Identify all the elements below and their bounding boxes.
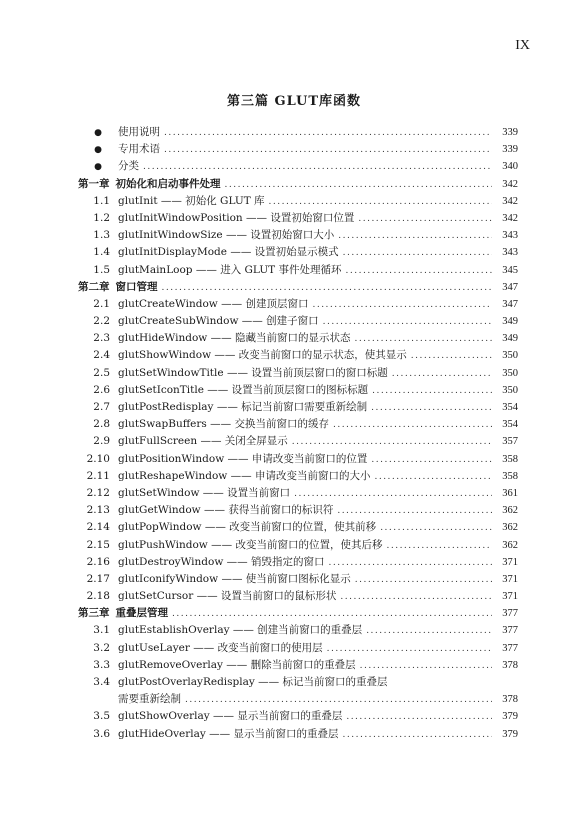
section-number: 2.3 bbox=[93, 332, 110, 345]
bullet-icon: ● bbox=[94, 145, 102, 156]
toc-entry bbox=[78, 691, 518, 708]
section-number: 2.18 bbox=[86, 590, 110, 603]
section-number: 2.6 bbox=[93, 383, 110, 396]
toc-entry-text: 分类 bbox=[118, 160, 139, 173]
chapter-title: 重叠层管理 bbox=[115, 607, 168, 620]
chapter-number: 第一章 bbox=[78, 177, 110, 190]
toc-entry-text: glutCreateSubWindow —— 创建子窗口 bbox=[118, 315, 319, 328]
page-ref: 340 bbox=[502, 161, 518, 173]
section-number: 2.4 bbox=[93, 349, 110, 362]
table-of-contents bbox=[78, 124, 518, 743]
section-number: 3.5 bbox=[93, 710, 110, 723]
leader-dots bbox=[371, 403, 492, 413]
page-ref: 342 bbox=[502, 212, 518, 224]
page-ref: 379 bbox=[502, 728, 518, 740]
leader-dots bbox=[323, 317, 492, 327]
toc-entry-text: glutEstablishOverlay —— 创建当前窗口的重叠层 bbox=[118, 624, 363, 637]
page-ref: 347 bbox=[502, 281, 518, 293]
section-number: 2.10 bbox=[86, 452, 110, 465]
toc-entry-text: glutHideWindow —— 隐藏当前窗口的显示状态 bbox=[118, 332, 351, 345]
toc-entry bbox=[78, 451, 518, 468]
leader-dots bbox=[164, 145, 492, 155]
toc-entry-text: glutSetIconTitle —— 设置当前顶层窗口的图标标题 bbox=[118, 383, 369, 396]
toc-entry-text: glutGetWindow —— 获得当前窗口的标识符 bbox=[118, 504, 334, 517]
section-number: 1.1 bbox=[93, 194, 110, 207]
leader-dots bbox=[346, 266, 492, 276]
toc-entry bbox=[78, 227, 518, 244]
page-ref: 350 bbox=[502, 384, 518, 396]
page-ref: 354 bbox=[502, 419, 518, 431]
toc-entry-text: glutReshapeWindow —— 申请改变当前窗口的大小 bbox=[118, 469, 371, 482]
section-number: 3.2 bbox=[93, 641, 110, 654]
toc-entry bbox=[78, 571, 518, 588]
page-ref: 361 bbox=[502, 487, 518, 499]
leader-dots bbox=[338, 231, 492, 241]
toc-entry-text: glutPositionWindow —— 申请改变当前窗口的位置 bbox=[118, 452, 368, 465]
toc-entry-text: glutPopWindow —— 改变当前窗口的位置，使其前移 bbox=[118, 521, 377, 534]
page-ref: 343 bbox=[502, 230, 518, 242]
page-ref: 349 bbox=[502, 316, 518, 328]
page-ref: 371 bbox=[502, 573, 518, 585]
leader-dots bbox=[340, 592, 492, 602]
toc-entry bbox=[78, 124, 518, 141]
toc-entry-text: glutInit —— 初始化 GLUT 库 bbox=[118, 194, 265, 207]
leader-dots bbox=[371, 455, 492, 465]
page-ref: 358 bbox=[502, 453, 518, 465]
toc-entry-text: glutShowOverlay —— 显示当前窗口的重叠层 bbox=[118, 710, 343, 723]
page-ref: 362 bbox=[502, 522, 518, 534]
toc-entry bbox=[78, 296, 518, 313]
toc-entry-text: glutInitWindowSize —— 设置初始窗口大小 bbox=[118, 229, 335, 242]
toc-entry bbox=[78, 640, 518, 657]
toc-entry bbox=[78, 210, 518, 227]
toc-entry-text: glutInitDisplayMode —— 设置初始显示模式 bbox=[118, 246, 339, 259]
leader-dots bbox=[162, 283, 493, 293]
page-ref: 377 bbox=[502, 608, 518, 620]
chapter-title: 窗口管理 bbox=[115, 280, 158, 293]
toc-entry-text: 专用术语 bbox=[118, 143, 160, 156]
page-ref: 347 bbox=[502, 298, 518, 310]
section-number: 2.16 bbox=[86, 555, 110, 568]
toc-entry-text: glutUseLayer —— 改变当前窗口的使用层 bbox=[118, 641, 323, 654]
bullet-icon: ● bbox=[94, 162, 102, 173]
section-number: 3.6 bbox=[93, 727, 110, 740]
toc-entry-text: glutMainLoop —— 进入 GLUT 事件处理循环 bbox=[118, 263, 342, 276]
leader-dots bbox=[354, 334, 492, 344]
toc-entry-text: glutSetWindowTitle —— 设置当前顶层窗口的窗口标题 bbox=[118, 366, 388, 379]
toc-entry bbox=[78, 382, 518, 399]
leader-dots bbox=[329, 558, 492, 568]
leader-dots bbox=[366, 626, 492, 636]
leader-dots bbox=[358, 214, 492, 224]
leader-dots bbox=[392, 369, 492, 379]
toc-entry-text: glutRemoveOverlay —— 删除当前窗口的重叠层 bbox=[118, 658, 356, 671]
leader-dots bbox=[269, 197, 492, 207]
page-ref: 339 bbox=[502, 144, 518, 156]
toc-entry bbox=[78, 605, 518, 622]
chapter-number: 第二章 bbox=[78, 280, 110, 293]
section-number: 2.11 bbox=[86, 469, 110, 482]
toc-entry-text: glutCreateWindow —— 创建顶层窗口 bbox=[118, 297, 309, 310]
toc-entry bbox=[78, 502, 518, 519]
page-ref: 350 bbox=[502, 367, 518, 379]
page-ref: 362 bbox=[502, 505, 518, 517]
leader-dots bbox=[312, 300, 492, 310]
section-number: 2.17 bbox=[86, 572, 110, 585]
toc-entry-text: glutDestroyWindow —— 销毁指定的窗口 bbox=[118, 555, 325, 568]
toc-entry-text: glutSetWindow —— 设置当前窗口 bbox=[118, 486, 291, 499]
toc-entry-text: glutShowWindow —— 改变当前窗口的显示状态，使其显示 bbox=[118, 349, 407, 362]
toc-entry bbox=[78, 519, 518, 536]
toc-entry bbox=[78, 416, 518, 433]
chapter-title: 初始化和启动事件处理 bbox=[115, 177, 221, 190]
page-ref: 371 bbox=[502, 556, 518, 568]
toc-entry bbox=[78, 468, 518, 485]
leader-dots bbox=[225, 180, 493, 190]
toc-entry-text: 需要重新绘制 bbox=[118, 693, 181, 706]
toc-entry-text: glutPostOverlayRedisplay —— 标记当前窗口的重叠层 bbox=[118, 676, 388, 688]
leader-dots bbox=[164, 128, 492, 138]
section-number: 1.3 bbox=[93, 229, 110, 242]
section-number: 2.7 bbox=[93, 401, 110, 413]
chapter-number: 第三章 bbox=[78, 607, 110, 620]
toc-entry bbox=[78, 537, 518, 554]
toc-entry bbox=[78, 726, 518, 743]
page-ref: 354 bbox=[502, 402, 518, 413]
leader-dots bbox=[337, 506, 492, 516]
leader-dots bbox=[343, 248, 492, 258]
toc-entry bbox=[78, 674, 518, 691]
toc-entry bbox=[78, 399, 518, 416]
leader-dots bbox=[333, 420, 492, 430]
section-number: 2.9 bbox=[93, 435, 110, 448]
leader-dots bbox=[327, 644, 492, 654]
page-ref: 350 bbox=[502, 350, 518, 362]
toc-entry-text: 使用说明 bbox=[118, 126, 160, 138]
page-ref: 357 bbox=[502, 436, 518, 448]
toc-entry bbox=[78, 588, 518, 605]
toc-entry bbox=[78, 244, 518, 261]
leader-dots bbox=[360, 661, 492, 671]
leader-dots bbox=[380, 523, 492, 533]
toc-entry-text: glutInitWindowPosition —— 设置初始窗口位置 bbox=[118, 211, 355, 224]
toc-entry bbox=[78, 708, 518, 725]
leader-dots bbox=[172, 609, 492, 619]
leader-dots bbox=[355, 575, 492, 585]
page-ref: 379 bbox=[502, 711, 518, 723]
section-title: 第三篇 GLUT库函数 bbox=[226, 94, 362, 109]
page-number: IX bbox=[515, 38, 530, 53]
page-ref: 378 bbox=[502, 694, 518, 706]
page-ref: 345 bbox=[502, 264, 518, 276]
section-number: 1.2 bbox=[93, 211, 110, 224]
page-ref: 378 bbox=[502, 659, 518, 671]
page-ref: 343 bbox=[502, 247, 518, 259]
page-ref: 342 bbox=[502, 178, 518, 190]
page-ref: 358 bbox=[502, 470, 518, 482]
leader-dots bbox=[294, 489, 492, 499]
leader-dots bbox=[374, 472, 492, 482]
toc-entry bbox=[78, 433, 518, 450]
bullet-icon: ● bbox=[94, 128, 102, 138]
toc-entry bbox=[78, 193, 518, 210]
toc-entry-text: glutFullScreen —— 关闭全屏显示 bbox=[118, 435, 288, 448]
section-number: 2.2 bbox=[93, 315, 110, 328]
page-ref: 371 bbox=[502, 591, 518, 603]
section-number: 1.4 bbox=[93, 246, 110, 259]
leader-dots bbox=[143, 162, 492, 172]
section-number: 3.1 bbox=[93, 624, 110, 637]
page-ref: 377 bbox=[502, 642, 518, 654]
section-number: 2.1 bbox=[93, 297, 110, 310]
toc-entry bbox=[78, 347, 518, 364]
toc-entry bbox=[78, 554, 518, 571]
toc-entry-text: glutPushWindow —— 改变当前窗口的位置，使其后移 bbox=[118, 538, 383, 551]
section-number: 1.5 bbox=[93, 263, 110, 276]
section-number: 2.8 bbox=[93, 418, 110, 431]
section-number: 2.12 bbox=[86, 486, 110, 499]
section-number: 2.13 bbox=[86, 504, 110, 517]
page-ref: 339 bbox=[502, 127, 518, 138]
page-ref: 342 bbox=[502, 195, 518, 207]
toc-entry-text: glutHideOverlay —— 显示当前窗口的重叠层 bbox=[118, 727, 339, 740]
section-number: 2.5 bbox=[93, 366, 110, 379]
toc-entry bbox=[78, 365, 518, 382]
leader-dots bbox=[346, 712, 492, 722]
toc-entry bbox=[78, 313, 518, 330]
toc-entry bbox=[78, 141, 518, 158]
section-number: 2.15 bbox=[86, 538, 110, 551]
section-number: 2.14 bbox=[86, 521, 110, 534]
section-number: 3.3 bbox=[93, 658, 110, 671]
toc-entry bbox=[78, 262, 518, 279]
leader-dots bbox=[372, 386, 492, 396]
page-ref: 377 bbox=[502, 625, 518, 637]
leader-dots bbox=[185, 695, 492, 705]
page-ref: 362 bbox=[502, 539, 518, 551]
leader-dots bbox=[343, 730, 492, 740]
toc-entry-text: glutSwapBuffers —— 交换当前窗口的缓存 bbox=[118, 418, 329, 431]
leader-dots bbox=[411, 351, 492, 361]
leader-dots bbox=[292, 437, 492, 447]
toc-entry bbox=[78, 330, 518, 347]
toc-entry bbox=[78, 622, 518, 639]
toc-entry-text: glutSetCursor —— 设置当前窗口的鼠标形状 bbox=[118, 590, 337, 603]
toc-entry-text: glutPostRedisplay —— 标记当前窗口需要重新绘制 bbox=[118, 401, 368, 413]
page-ref: 349 bbox=[502, 333, 518, 345]
section-number: 3.4 bbox=[93, 676, 110, 688]
toc-entry-text: glutIconifyWindow —— 使当前窗口图标化显示 bbox=[118, 572, 351, 585]
toc-entry bbox=[78, 158, 518, 175]
toc-entry bbox=[78, 485, 518, 502]
leader-dots bbox=[386, 541, 492, 551]
toc-entry bbox=[78, 657, 518, 674]
toc-entry bbox=[78, 279, 518, 296]
toc-entry bbox=[78, 176, 518, 193]
